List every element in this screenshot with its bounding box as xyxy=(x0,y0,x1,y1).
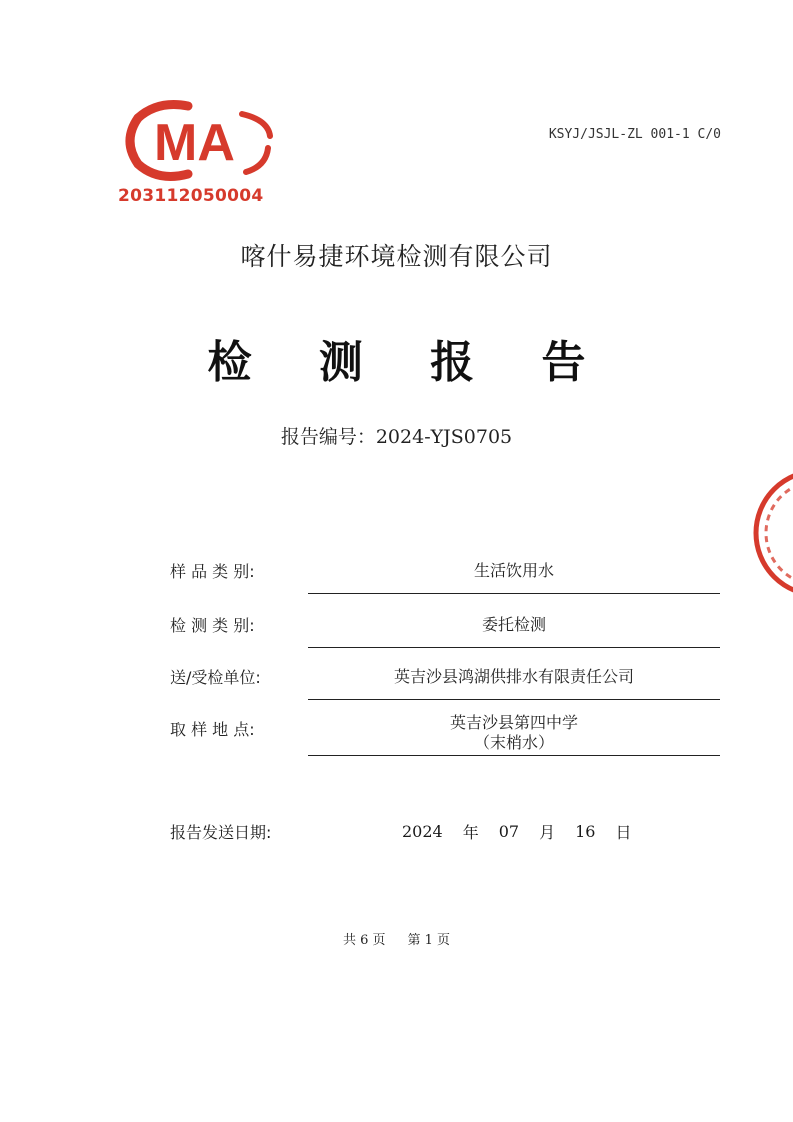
issue-date-month-unit: 月 xyxy=(539,823,556,842)
issue-date-year: 2024 xyxy=(402,822,443,841)
report-title: 检 测 报 告 xyxy=(207,337,612,388)
page-info xyxy=(0,929,793,948)
field-value-line: （末梢水） xyxy=(473,733,554,752)
field-value-line: 英吉沙县第四中学 xyxy=(449,713,578,732)
field-label: 样 品 类 别: xyxy=(170,562,255,581)
page-total: 共 6 页 xyxy=(342,933,386,948)
field-value: 委托检测 xyxy=(308,615,720,648)
field-row-sample-category xyxy=(170,548,730,594)
field-label: 取 样 地 点: xyxy=(170,720,255,739)
field-row-sampling-location xyxy=(170,700,730,756)
page-current: 第 1 页 xyxy=(407,933,451,948)
field-value: 生活饮用水 xyxy=(308,561,720,594)
field-label: 送/受检单位: xyxy=(170,668,261,687)
report-fields xyxy=(170,548,730,756)
cma-logo-text: MA xyxy=(154,114,235,172)
field-row-test-category xyxy=(170,594,730,648)
company-name: 喀什易捷环境检测有限公司 xyxy=(240,242,553,271)
report-number-value: 2024-YJS0705 xyxy=(375,426,513,448)
issue-date-year-unit: 年 xyxy=(462,823,479,842)
field-row-client-unit xyxy=(170,648,730,700)
field-value: 英吉沙县鸿湖供排水有限责任公司 xyxy=(308,667,720,700)
issue-date-label: 报告发送日期: xyxy=(170,823,272,842)
seam-stamp xyxy=(743,458,793,608)
field-value xyxy=(308,713,720,756)
report-number xyxy=(0,422,793,449)
cma-certificate-number: 203112050004 xyxy=(118,186,264,206)
issue-date-month: 07 xyxy=(498,822,520,841)
seam-stamp-icon xyxy=(743,458,793,608)
document-code: KSYJ/JSJL-ZL 001-1 C/0 xyxy=(548,127,721,142)
issue-date-day-unit: 日 xyxy=(615,823,632,842)
report-number-label: 报告编号： xyxy=(280,426,376,448)
field-label: 检 测 类 别: xyxy=(170,616,255,635)
issue-date-day: 16 xyxy=(575,822,596,841)
issue-date xyxy=(170,820,730,843)
cma-logo-icon xyxy=(118,96,278,186)
